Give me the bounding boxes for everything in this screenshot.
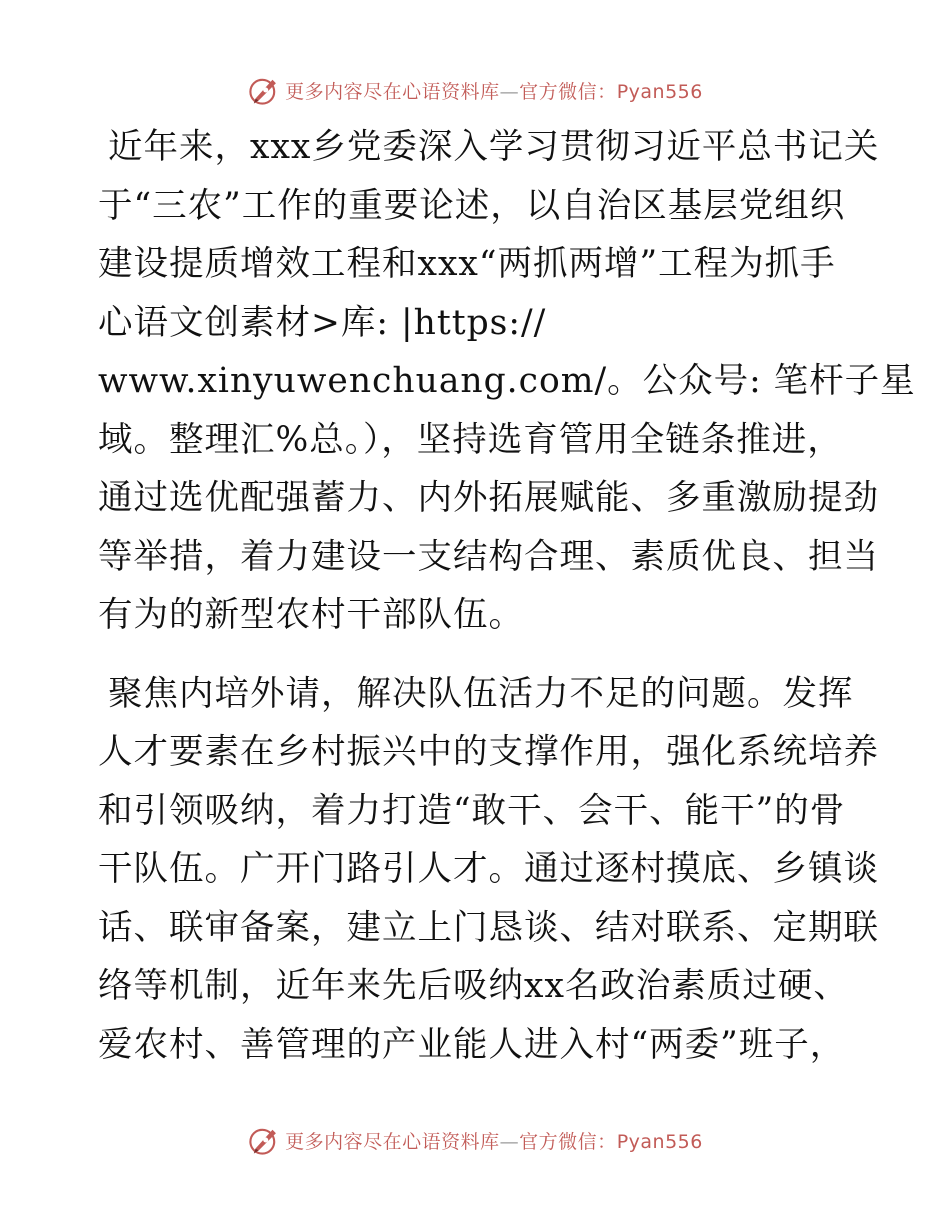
text-line: 话、联审备案，建立上门恳谈、结对联系、定期联 <box>98 907 879 948</box>
text-line: 域。整理汇%总。），坚持选育管用全链条推进， <box>98 419 843 460</box>
text-line: 人才要素在乡村振兴中的支撑作用，强化系统培养 <box>98 732 879 772</box>
watermark-text: 更多内容尽在心语资料库—官方微信：Pyan556 <box>285 1130 703 1153</box>
text-line: 有为的新型农村干部队伍。 <box>98 595 524 635</box>
text-line: 近年来，xxx乡党委深入学习贯彻习近平总书记关 <box>108 127 880 167</box>
watermark-text: 更多内容尽在心语资料库—官方微信：Pyan556 <box>285 80 703 103</box>
pen-logo-icon <box>247 73 281 107</box>
paragraph-1 <box>98 118 916 645</box>
paragraph-2 <box>98 665 879 1075</box>
text-line: 于“三农”工作的重要论述，以自治区基层党组织 <box>98 185 846 226</box>
text-line: 爱农村、善管理的产业能人进入村“两委”班子， <box>98 1024 846 1065</box>
text-line: 干队伍。广开门路引人才。通过逐村摸底、乡镇谈 <box>98 849 879 889</box>
text-line: 通过选优配强蓄力、内外拓展赋能、多重激励提劲 <box>98 478 879 518</box>
text-line: 络等机制，近年来先后吸纳xx名政治素质过硬、 <box>98 966 849 1006</box>
footer-watermark <box>0 1120 950 1160</box>
text-line: 建设提质增效工程和xxx“两抓两增”工程为抓手 <box>98 244 836 284</box>
text-line: 心语文创素材>库: |https:// <box>98 302 547 343</box>
header-watermark <box>0 70 950 110</box>
text-line: www.xinyuwenchuang.com/。公众号: 笔杆子星 <box>98 361 916 401</box>
text-line: 等举措，着力建设一支结构合理、素质优良、担当 <box>98 536 879 577</box>
pen-logo-icon <box>247 1123 281 1157</box>
text-line: 和引领吸纳，着力打造“敢干、会干、能干”的骨 <box>98 790 846 831</box>
text-line: 聚焦内培外请，解决队伍活力不足的问题。发挥 <box>108 673 854 714</box>
document-body <box>98 118 916 1074</box>
